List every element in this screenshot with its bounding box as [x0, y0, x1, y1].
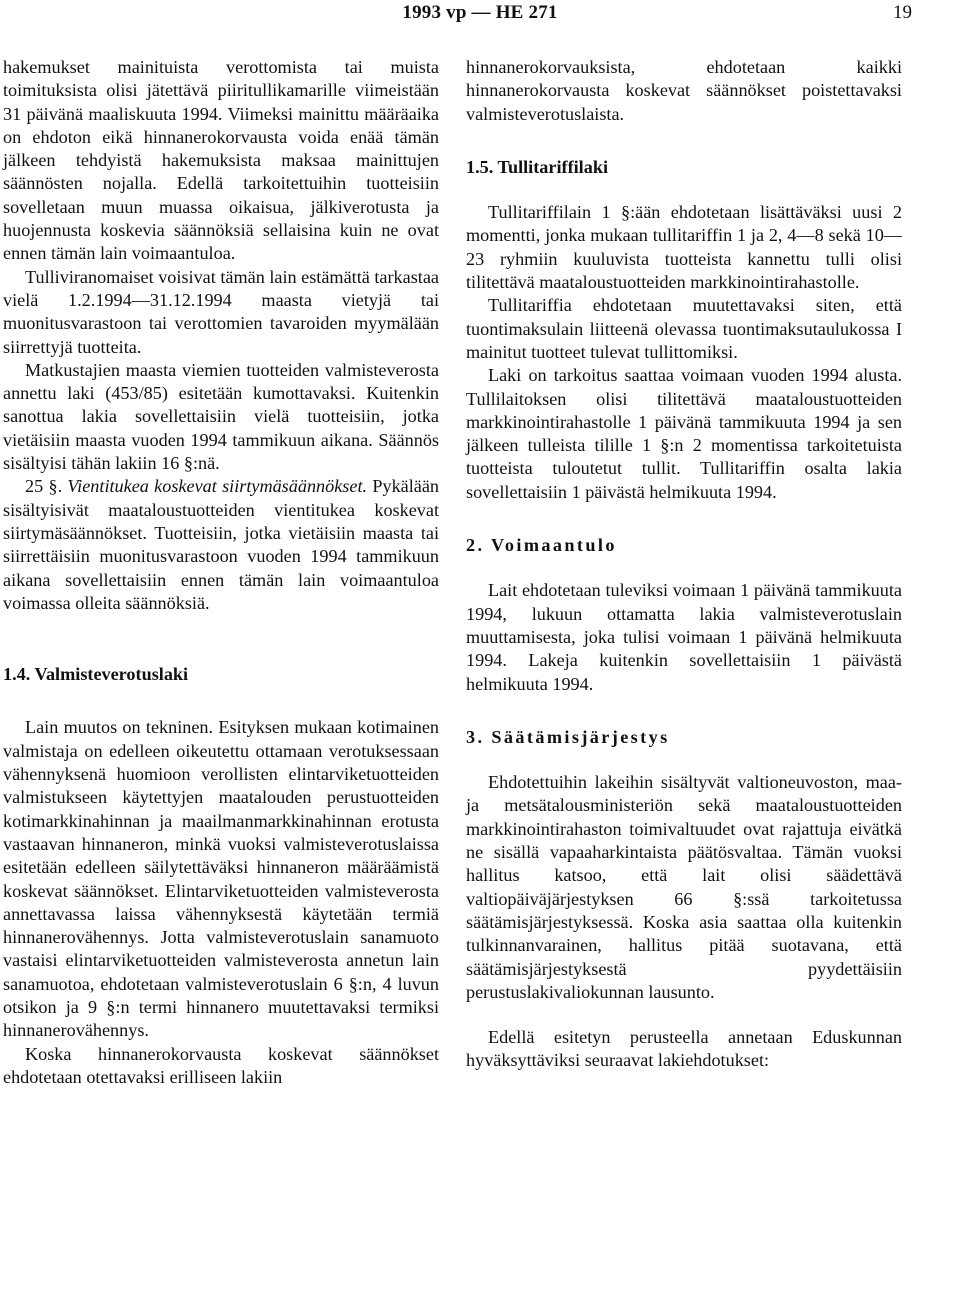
paragraph: Lain muutos on tekninen. Esityksen mukaan kotimainen valmistaja on edelleen oikeutettu ottamaan verotuksessaan vähennyksenä huomioon verollisten elintarviketuotteiden valmistukseen käytettyjen maatalouden perustuotteiden kotimarkkinahinnan ja maailmanmarkkinahinnan erotusta vastaavan hinnaneron, minkä vuoksi valmisteverotuslaissa esitetään edelleen säilytettäväksi hinnaneron määräämistä koskevat säännökset. Elintarviketuotteiden valmisteverosta annettavassa laissa vähennyksestä käytetään termiä hinnanerovähennys. Jotta valmisteverotuslain sanamuoto vastaisi elintarviketuotteiden valmisteverosta annetun lain sanamuotoa, ehdotetaan valmisteverotuslain 6 §:n, 4 luvun otsikon ja 9 §:n termi hinnanero muutettavaksi termiksi hinnanerovähennys.	[3, 717, 439, 1041]
paragraph: Tullitariffia ehdotetaan muutettavaksi siten, että tuontimaksulain liitteenä olevassa tuontimaksutaulukossa I mainitut tuotteet tulevat tullittomiksi.	[466, 295, 902, 362]
paragraph: Tulliviranomaiset voisivat tämän lain estämättä tarkastaa vielä 1.2.1994—31.12.1994 maasta vietyjä tai muonitusvarastoon tai verottomien tavaroiden myymälään siirrettyjä tuotteita.	[3, 266, 439, 357]
paragraph: Laki on tarkoitus saattaa voimaan vuoden 1994 alusta. Tullilaitoksen olisi tilitettävä maataloustuotteiden markkinointirahastolle 1 päivänä tammikuuta 1994 ja sen jälkeen tulleista tilille 1 §:n 2 momentissa tarkoitetuista tuotteista tuloutetut tullit. Tullitariffin osalta lakia sovellettaisiin 1 päivästä helmikuuta 1994.	[466, 365, 902, 502]
paragraph: hakemukset mainituista verottomista tai muista toimituksista olisi jätettävä piiritullikamarille viimeistään 31 päivänä maaliskuuta 1994. Viimeksi mainittu määräaika on ehdoton eikä hinnanerokorvausta voida enää tämän jälkeen tehdyistä hakemuksista maksaa mainittujen säännösten nojalla. Edellä tarkoitettuihin tuotteisiin sovelletaan muun muassa oikaisua, jälkiverotusta ja huojennusta koskevia säännöksiä sellaisina kuin ne ovat ennen tämän lain voimaantuloa.	[3, 57, 439, 264]
right-column	[466, 56, 902, 1073]
paragraph: Tullitariffilain 1 §:ään ehdotetaan lisättäväksi uusi 2 momentti, jonka mukaan tullitariffin 1 ja 2, 4—8 sekä 10—23 ryhmiin kuuluvista tuotteista kannettu tulli olisi tilitettävä maataloustuotteiden markkinointirahastolle.	[466, 202, 902, 293]
page-number: 19	[893, 2, 912, 23]
running-title: 1993 vp — HE 271	[402, 2, 558, 23]
paragraph: Matkustajien maasta viemien tuotteiden valmisteverosta annettu laki (453/85) esitetään kumottavaksi. Kuitenkin sanottua lakia sovellettaisiin vielä tuotteisiin, jotka vietäisiin maasta vuoden 1994 tammikuun aikana. Säännös sisältyisi tähän lakiin 16 §:nä.	[3, 359, 439, 474]
section-heading: 3. Säätämisjärjestys	[466, 726, 670, 747]
paragraph: hinnanerokorvauksista, ehdotetaan kaikki hinnanerokorvausta koskevat säännökset poistettavaksi valmisteverotuslaista.	[466, 57, 902, 124]
paragraph	[3, 475, 439, 615]
page-header	[0, 0, 960, 30]
section-ref: 25 §.	[25, 476, 63, 497]
paragraph: Ehdotettuihin lakeihin sisältyvät valtioneuvoston, maa- ja metsätalousministeriön sekä maataloustuotteiden markkinointirahaston toimivaltuudet ovat rajattuja eivätkä ne sisällä vapaaharkintaista päätösvaltaa. Tämän vuoksi hallitus katsoo, että lait olisi säädettävä valtiopäiväjärjestyksen 66 §:ssä tarkoitetussa säätämisjärjestyksessä. Koska asia saattaa olla kuitenkin tulkinnanvarainen, hallitus pitää suotavana, että säätämisjärjestyksestä pyydettäisiin perustuslakivaliokunnan lausunto.	[466, 772, 902, 1002]
left-column	[3, 56, 439, 1089]
section-heading: 1.4. Valmisteverotuslaki	[3, 664, 189, 685]
paragraph: Lait ehdotetaan tuleviksi voimaan 1 päivänä tammikuuta 1994, lukuun ottamatta lakia valmisteverotuslain muuttamisesta, joka tulisi voimaan 1 päivänä helmikuuta 1994. Lakeja kuitenkin sovellettaisiin 1 päivästä helmikuuta 1994.	[466, 580, 902, 694]
section-heading: 2. Voimaantulo	[466, 535, 617, 556]
section-heading: 1.5. Tullitariffilaki	[466, 156, 608, 177]
paragraph: Koska hinnanerokorvausta koskevat säännökset ehdotetaan otettavaksi erilliseen lakiin	[3, 1043, 439, 1087]
paragraph-text: Pykälään sisältyisivät maataloustuotteiden vientitukea koskevat siirtymäsäännökset. Tuotteisiin, jotka vietäisiin maasta tai siirrettäisiin muonitusvarastoon vuoden 1994 tammikuun aikana sovellettaisiin ennen tämän lain voimaantuloa voimassa olleita säännöksiä.	[3, 476, 440, 613]
paragraph: Edellä esitetyn perusteella annetaan Eduskunnan hyväksyttäviksi seuraavat lakiehdotukset:	[466, 1027, 902, 1071]
section-caption: Vientitukea koskevat siirtymäsäännökset.	[67, 476, 368, 497]
